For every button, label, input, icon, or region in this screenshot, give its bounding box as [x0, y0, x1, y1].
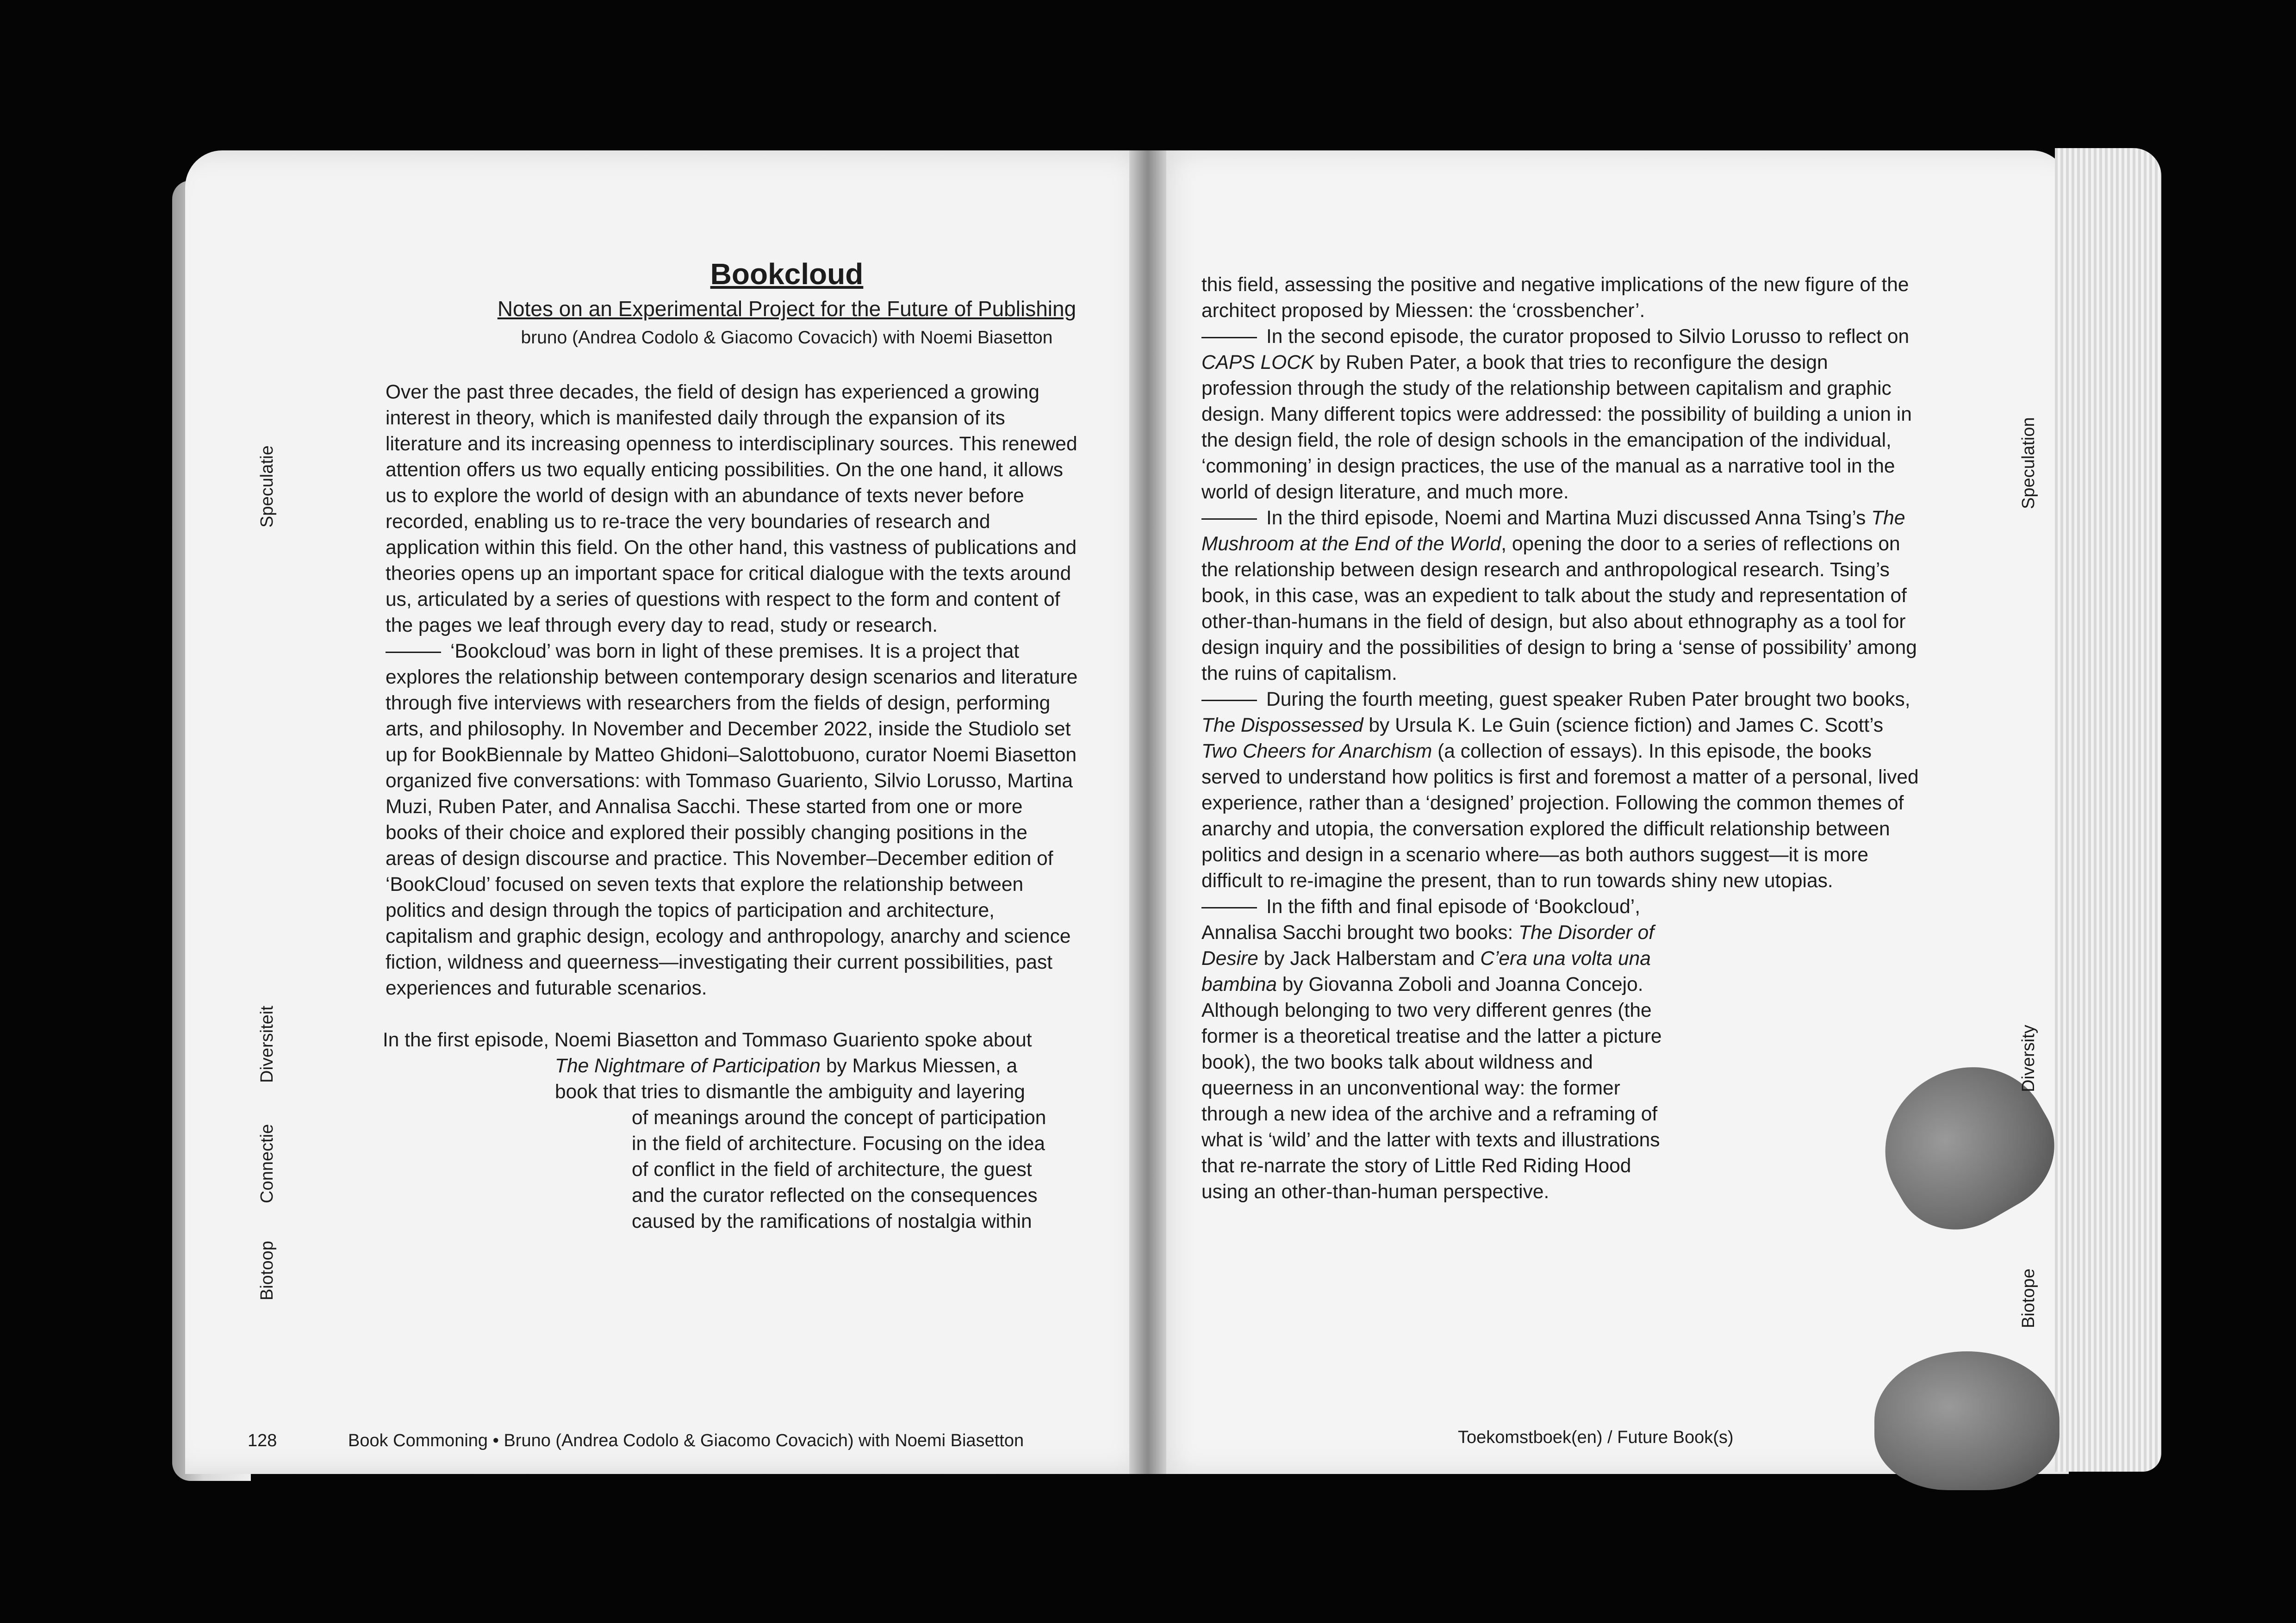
episode-line: in the field of architecture. Focusing on the idea [632, 1133, 1045, 1155]
book-title: CAPS LOCK [1201, 352, 1314, 373]
em-dash-rule [1201, 518, 1257, 520]
paragraph-text: ‘Bookcloud’ was born in light of these premises. It is a project that explores the relationship between contemporary design scenarios and literature through five interviews with researchers from the fields of design, performing arts, and philosophy. In November and December 2022, inside the Studiolo set up for BookBiennale by Matteo Ghidoni–Salottobuono, curator Noemi Biasetton organized five conversations: with Tommaso Guariento, Silvio Lorusso, Martina Muzi, Ruben Pater, and Annalisa Sacchi. These started from one or more books of their choice and explored their possibly changing positions in the areas of design discourse and practice. This November–December edition of ‘BookCloud’ focused on seven texts that explore the relationship between politics and design through the topics of participation and architecture, capitalism and graphic design, ecology and anthropology, anarchy and science fiction, wildness and queerness—investigating their current possibilities, past experiences and futurable scenarios. [386, 640, 1078, 999]
running-footer-right: Toekomstboek(en) / Future Book(s) [1458, 1428, 1734, 1447]
episode-three: In the third episode, Noemi and Martina Muzi discussed Anna Tsing’s The Mushroom at the End of the World, opening the door to a series of reflections on the relationship between design research and anthropological research. Tsing’s book, in this case, was an expedient to talk about the study and representation of other-than-humans in the field of design, but also about ethnography as a tool for design inquiry and the possibilities of design to bring a ‘sense of possibility’ among the ruins of capitalism. [1201, 507, 1917, 684]
book-gutter [1129, 150, 1166, 1474]
episode-five: In the fifth and final episode of ‘Bookcloud’, Annalisa Sacchi brought two books: The Disorder of Desire by Jack Halberstam and C’era una volta una bambina by Giovanna Zoboli and Joanna Concejo. Although belonging to two very different genres (the former is a theoretical treatise and the latter a picture book), the two books talk about wildness and queerness in an unconventional way: the former through a new idea of the archive and a reframing of what is ‘wild’ and the latter with texts and illustrations that re-narrate the story of Little Red Riding Hood using an other-than-human perspective. [1201, 896, 1662, 1203]
book-title: Two Cheers for Anarchism [1201, 740, 1432, 762]
right-body [1201, 272, 1923, 1205]
tab-connectie: Connectie [257, 1124, 277, 1203]
episode-two: In the second episode, the curator proposed to Silvio Lorusso to reflect on CAPS LOCK by Ruben Pater, a book that tries to reconfigure the design profession through the study of the relationship between capitalism and graphic design. Many different topics were addressed: the possibility of building a union in the design field, the role of design schools in the emancipation of the individual, ‘commoning’ in design practices, the use of the manual as a narrative tool in the world of design literature, and much more. [1201, 326, 1912, 503]
episode-line: caused by the ramifications of nostalgia within [632, 1211, 1032, 1232]
episode-line: book that tries to dismantle the ambiguity and layering [555, 1081, 1025, 1103]
tab-speculatie: Speculatie [257, 445, 277, 528]
episode-line: In the first episode, Noemi Biasetton and Tommaso Guariento spoke about [383, 1029, 1032, 1051]
running-footer-left: Book Commoning • Bruno (Andrea Codolo & Giacomo Covacich) with Noemi Biasetton [348, 1431, 1024, 1450]
tab-diversiteit: Diversiteit [257, 1006, 277, 1083]
paragraph: Over the past three decades, the field of design has experienced a growing interest in theory, which is manifested daily through the expansion of its literature and its increasing openness to interdisciplinary sources. This renewed attention offers us two equally enticing possibilities. On the one hand, it allows us to explore the world of design with an abundance of texts never before recorded, enabling us to re-trace the very boundaries of research and application within this field. On the other hand, this vastness of publications and theories opens up an important space for critical dialogue with the texts around us, articulated by a series of questions with respect to the form and content of the pages we leaf through every day to read, study or research. [386, 381, 1077, 636]
book-title: C’era una volta una bambina [1201, 948, 1651, 995]
tab-biotoop: Biotoop [257, 1241, 277, 1300]
episode-one [383, 1027, 1080, 1235]
em-dash-rule [1201, 907, 1257, 908]
paragraph [386, 639, 1080, 1001]
book-title: The Disorder of Desire [1201, 922, 1655, 970]
episode-line: of conflict in the field of architecture, the guest [632, 1159, 1032, 1181]
left-body [383, 379, 1080, 1235]
episode-line [555, 1053, 1080, 1079]
tab-speculation: Speculation [2019, 417, 2038, 509]
book-title: The Nightmare of Participation [555, 1055, 821, 1077]
tab-biotope: Biotope [2019, 1269, 2038, 1328]
em-dash-rule [386, 652, 441, 653]
em-dash-rule [1201, 337, 1257, 338]
book-title: The Mushroom at the End of the World [1201, 507, 1905, 555]
page-number: 128 [248, 1431, 277, 1450]
article-subtitle: Notes on an Experimental Project for the Future of Publishing [497, 297, 1076, 321]
episode-text: by Markus Miessen, a [821, 1055, 1018, 1077]
thumb-bottom [1874, 1351, 2060, 1490]
tab-diversity: Diversity [2019, 1025, 2038, 1092]
episode-line: of meanings around the concept of participation [632, 1107, 1046, 1129]
paragraph: this field, assessing the positive and negative implications of the new figure of the architect proposed by Miessen: the ‘crossbencher’. [1201, 274, 1909, 322]
episode-four: During the fourth meeting, guest speaker Ruben Pater brought two books, The Dispossessed by Ursula K. Le Guin (science fiction) and James C. Scott’s Two Cheers for Anarchism (a collection of essays). In this episode, the books served to understand how politics is first and foremost a matter of a personal, lived experience, rather than a ‘designed’ projection. Following the common themes of anarchy and utopia, the conversation explored the difficult relationship between politics and design in a scenario where—as both authors suggest—it is more difficult to re-imagine the present, than to run towards shiny new utopias. [1201, 689, 1919, 892]
article-authors: bruno (Andrea Codolo & Giacomo Covacich) with Noemi Biasetton [521, 328, 1053, 348]
em-dash-rule [1201, 700, 1257, 701]
book-title: The Dispossessed [1201, 715, 1363, 736]
episode-line: and the curator reflected on the consequences [632, 1185, 1038, 1206]
article-title: Bookcloud [710, 257, 864, 291]
right-page-edge [2055, 148, 2161, 1472]
